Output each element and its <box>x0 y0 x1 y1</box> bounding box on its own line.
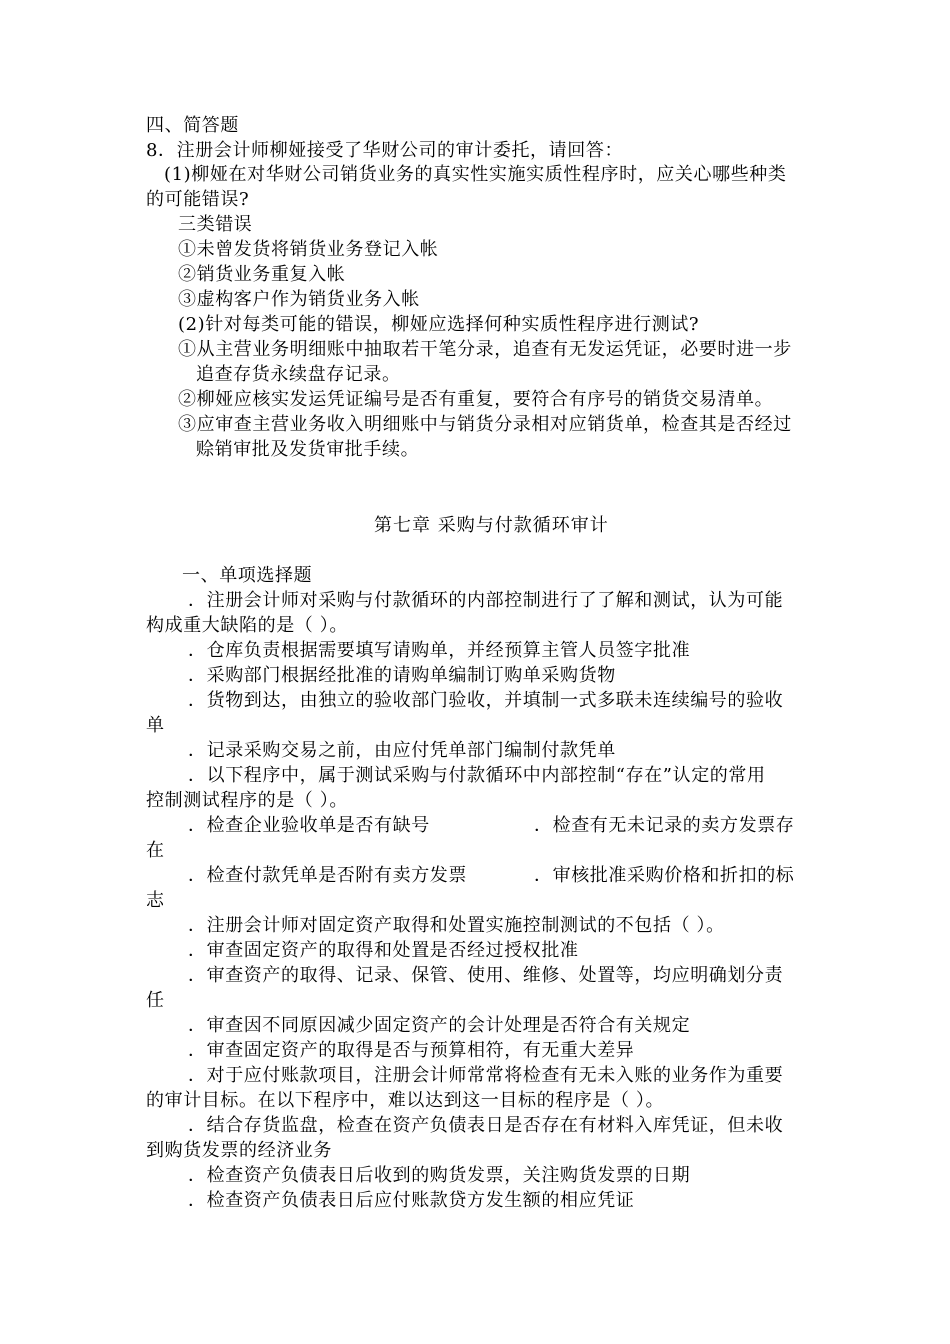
test-item: ③应审查主营业务收入明细账中与销货分录相对应销货单，检查其是否经过 <box>178 414 792 435</box>
error-item: ③虚构客户作为销货业务入帐 <box>178 289 420 310</box>
option-item: ．记录采购交易之前，由应付凭单部门编制付款凭单 <box>188 740 616 761</box>
question-8-part1: (1)柳娅在对华财公司销货业务的真实性实施实质性程序时，应关心哪些种类 <box>164 164 787 185</box>
test-item-cont: 追查存货永续盘存记录。 <box>196 364 401 385</box>
option-c: ．检查付款凭单是否附有卖方发票 <box>188 865 467 886</box>
error-item: ②销货业务重复入帐 <box>178 264 346 285</box>
option-d: ．审核批准采购价格和折扣的标 <box>534 865 795 886</box>
option-item: ．采购部门根据经批准的请购单编制订购单采购货物 <box>188 665 616 686</box>
option-b-cont: 在 <box>146 840 165 861</box>
option-item-cont: 到购货发票的经济业务 <box>146 1140 332 1161</box>
answer-title: 三类错误 <box>178 214 253 235</box>
option-item: ．检查资产负债表日后收到的购货发票，关注购货发票的日期 <box>188 1165 691 1186</box>
option-item: ．货物到达，由独立的验收部门验收，并填制一式多联未连续编号的验收 <box>188 690 784 711</box>
test-item: ①从主营业务明细账中抽取若干笔分录，追查有无发运凭证，必要时进一步 <box>178 339 792 360</box>
option-item: ．结合存货监盘，检查在资产负债表日是否存在有材料入库凭证，但未收 <box>188 1115 784 1136</box>
option-item: ．审查因不同原因减少固定资产的会计处理是否符合有关规定 <box>188 1015 691 1036</box>
option-item-cont: 任 <box>146 990 165 1011</box>
question-stem-cont: 的审计目标。在以下程序中，难以达到这一目标的程序是（ ）。 <box>146 1090 665 1111</box>
option-item-cont: 单 <box>146 715 165 736</box>
chapter-title: 第七章 采购与付款循环审计 <box>374 515 609 536</box>
option-item: ．审查固定资产的取得是否与预算相符，有无重大差异 <box>188 1040 635 1061</box>
option-b: ．检查有无未记录的卖方发票存 <box>534 815 795 836</box>
question-8-part2: (2)针对每类可能的错误，柳娅应选择何种实质性程序进行测试? <box>178 314 700 335</box>
question-stem: ．以下程序中，属于测试采购与付款循环中内部控制“存在”认定的常用 <box>188 765 766 786</box>
test-item: ②柳娅应核实发运凭证编号是否有重复，要符合有序号的销货交易清单。 <box>178 389 774 410</box>
option-d-cont: 志 <box>146 890 165 911</box>
question-stem-cont: 控制测试程序的是（ ）。 <box>146 790 348 811</box>
question-8-part1-cont: 的可能错误? <box>146 189 250 210</box>
option-a: ．检查企业验收单是否有缺号 <box>188 815 430 836</box>
option-item: ．仓库负责根据需要填写请购单，并经预算主管人员签字批准 <box>188 640 691 661</box>
section-heading: 一、单项选择题 <box>182 565 313 586</box>
question-stem-cont: 构成重大缺陷的是（ ）。 <box>146 615 348 636</box>
section-heading: 四、简答题 <box>146 115 239 136</box>
error-item: ①未曾发货将销货业务登记入帐 <box>178 239 439 260</box>
test-item-cont: 赊销审批及发货审批手续。 <box>196 439 420 460</box>
question-stem: ．对于应付账款项目，注册会计师常常将检查有无未入账的业务作为重要 <box>188 1065 784 1086</box>
question-stem: ．注册会计师对采购与付款循环的内部控制进行了了解和测试，认为可能 <box>188 590 784 611</box>
question-8-intro: 8．注册会计师柳娅接受了华财公司的审计委托，请回答： <box>146 140 624 161</box>
question-stem: ．注册会计师对固定资产取得和处置实施控制测试的不包括（ ）。 <box>188 915 725 936</box>
option-item: ．审查资产的取得、记录、保管、使用、维修、处置等，均应明确划分责 <box>188 965 784 986</box>
option-item: ．审查固定资产的取得和处置是否经过授权批准 <box>188 940 579 961</box>
option-item: ．检查资产负债表日后应付账款贷方发生额的相应凭证 <box>188 1190 635 1211</box>
